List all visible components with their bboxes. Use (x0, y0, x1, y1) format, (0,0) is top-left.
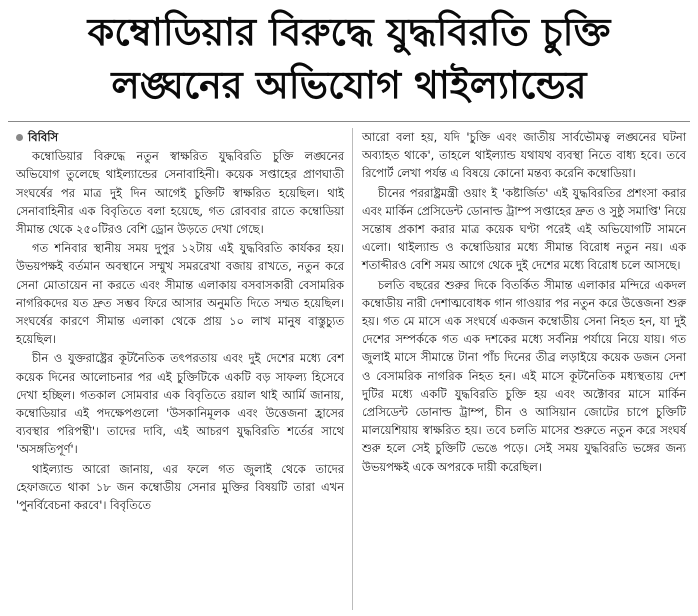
source-label (16, 128, 344, 146)
paragraph: কম্বোডিয়ার বিরুদ্ধে নতুন স্বাক্ষরিত যুদ্ধবিরতি চুক্তি লঙ্ঘনের অভিযোগ তুলেছে থাইল্যান্ডের সেনাবাহিনী। কয়েক সপ্তাহের প্রাণঘাতী সংঘর্ষের পর মাত্র দুই দিন আগেই চুক্তিটি স্বাক্ষরিত হয়েছিল। থাই সেনাবাহিনীর এক বিবৃতিতে বলা হয়েছে, গত রোববার রাতে কম্বোডিয়া সীমান্ত থেকে ২৫০টিরও বেশি ড্রোন উড়তে দেখা গেছে। (16, 149, 344, 237)
column-divider (352, 128, 353, 610)
paragraph: চলতি বছরের শুরুর দিকে বিতর্কিত সীমান্ত এলাকার মন্দিরে একদল কম্বোডীয় নারী দেশাত্মবোধক গান গাওয়ার পর নতুন করে উত্তেজনা শুরু হয়। গত মে মাসে এক সংঘর্ষে একজন কম্বোডীয় সেনা নিহত হন, যা দুই দেশের সম্পর্ককে গত এক দশকের মধ্যে সর্বনিম্ন পর্যায়ে নিয়ে যায়। গত জুলাই মাসে সীমান্তে টানা পাঁচ দিনের তীব্র লড়াইয়ে কয়েক ডজন সেনা ও বেসামরিক নাগরিক নিহত হন। এই মাসে কূটনৈতিক মধ্যস্থতায় দেশ দুটির মধ্যে একটি যুদ্ধবিরতি চুক্তি হয় এবং অক্টোবর মাসে মার্কিন প্রেসিডেন্ট ডোনাল্ড ট্রাম্প, চীন ও আসিয়ান জোটের চাপে চুক্তিটি মালয়েশিয়ায় স্বাক্ষরিত হয়। তবে চলতি মাসের শুরুতে নতুন করে সংঘর্ষ শুরু হলে সেই চুক্তিটি ভেঙে পড়ে। সেই সময় যুদ্ধবিরতি ভঙ্গের জন্য উভয়পক্ষই একে অপরকে দায়ী করেছিল। (362, 277, 686, 474)
headline-line-1: কম্বোডিয়ার বিরুদ্ধে যুদ্ধবিরতি চুক্তি (87, 10, 611, 54)
article-column-right (362, 128, 686, 477)
headline-line-2: লঙ্ঘনের অভিযোগ থাইল্যান্ডের (111, 63, 587, 107)
paragraph: গত শনিবার স্থানীয় সময় দুপুর ১২টায় এই যুদ্ধবিরতি কার্যকর হয়। উভয়পক্ষই বর্তমান অবস্থানে সম্মুখ সমররেখা বজায় রাখতে, নতুন করে সেনা মোতায়েন না করতে এবং সীমান্ত এলাকায় বসবাসকারী বেসামরিক নাগরিকদের যত দ্রুত সম্ভব ফিরে আসার অনুমতি দিতে সম্মত হয়েছিল। সংঘর্ষের কারণে সীমান্ত এলাকা থেকে প্রায় ১০ লাখ মানুষ বাস্তুচ্যুত হয়েছিল। (16, 241, 344, 347)
source-text: বিবিসি (28, 130, 58, 144)
article-column-left (16, 128, 344, 515)
paragraph: চীনের পররাষ্ট্রমন্ত্রী ওয়াং ই 'কষ্টার্জিত' এই যুদ্ধবিরতির প্রশংসা করার এবং মার্কিন প্রেসিডেন্ট ডোনাল্ড ট্রাম্প সপ্তাহের দ্রুত ও সুষ্ঠু সমাপ্তি' নিয়ে সন্তোষ প্রকাশ করার মাত্র কয়েক ঘণ্টা পরেই এই অভিযোগটি সামনে এলো। থাইল্যান্ড ও কম্বোডিয়ার মধ্যে সীমান্ত বিরোধ নতুন নয়। এক শতাব্দীরও বেশি সময় আগে থেকে দুই দেশের মধ্যে বিরোধ চলে আসছে। (362, 185, 686, 273)
bullet-icon (16, 134, 23, 141)
headline (0, 6, 698, 112)
paragraph: আরো বলা হয়, যদি 'চুক্তি এবং জাতীয় সার্বভৌমত্ব লঙ্ঘনের ঘটনা অব্যাহত থাকে', তাহলে থাইল্যান্ড যথাযথ ব্যবস্থা নিতে বাধ্য হবে। তবে রিপোর্ট লেখা পর্যন্ত এ বিষয়ে কোনো মন্তব্য করেনি কম্বোডিয়া। (362, 130, 686, 181)
paragraph: চীন ও যুক্তরাষ্ট্রের কূটনৈতিক তৎপরতায় এবং দুই দেশের মধ্যে বেশ কয়েক দিনের আলোচনার পর এই চুক্তিটিকে একটি বড় সাফল্য হিসেবে দেখা হচ্ছিল। গতকাল সোমবার এক বিবৃতিতে রয়াল থাই আর্মি জানায়, কম্বোডিয়ার এই পদক্ষেপগুলো 'উসকানিমূলক এবং উত্তেজনা হ্রাসের ব্যবস্থার পরিপন্থী'। তাদের দাবি, এই আচরণ যুদ্ধবিরতি শর্তের সাথে 'অসঙ্গতিপূর্ণ'। (16, 351, 344, 457)
headline-divider (8, 121, 690, 122)
paragraph: থাইল্যান্ড আরো জানায়, এর ফলে গত জুলাই থেকে তাদের হেফাজতে থাকা ১৮ জন কম্বোডীয় সেনার মুক্তির বিষয়টি তারা এখন 'পুনর্বিবেচনা করবে'। বিবৃতিতে (16, 461, 344, 513)
